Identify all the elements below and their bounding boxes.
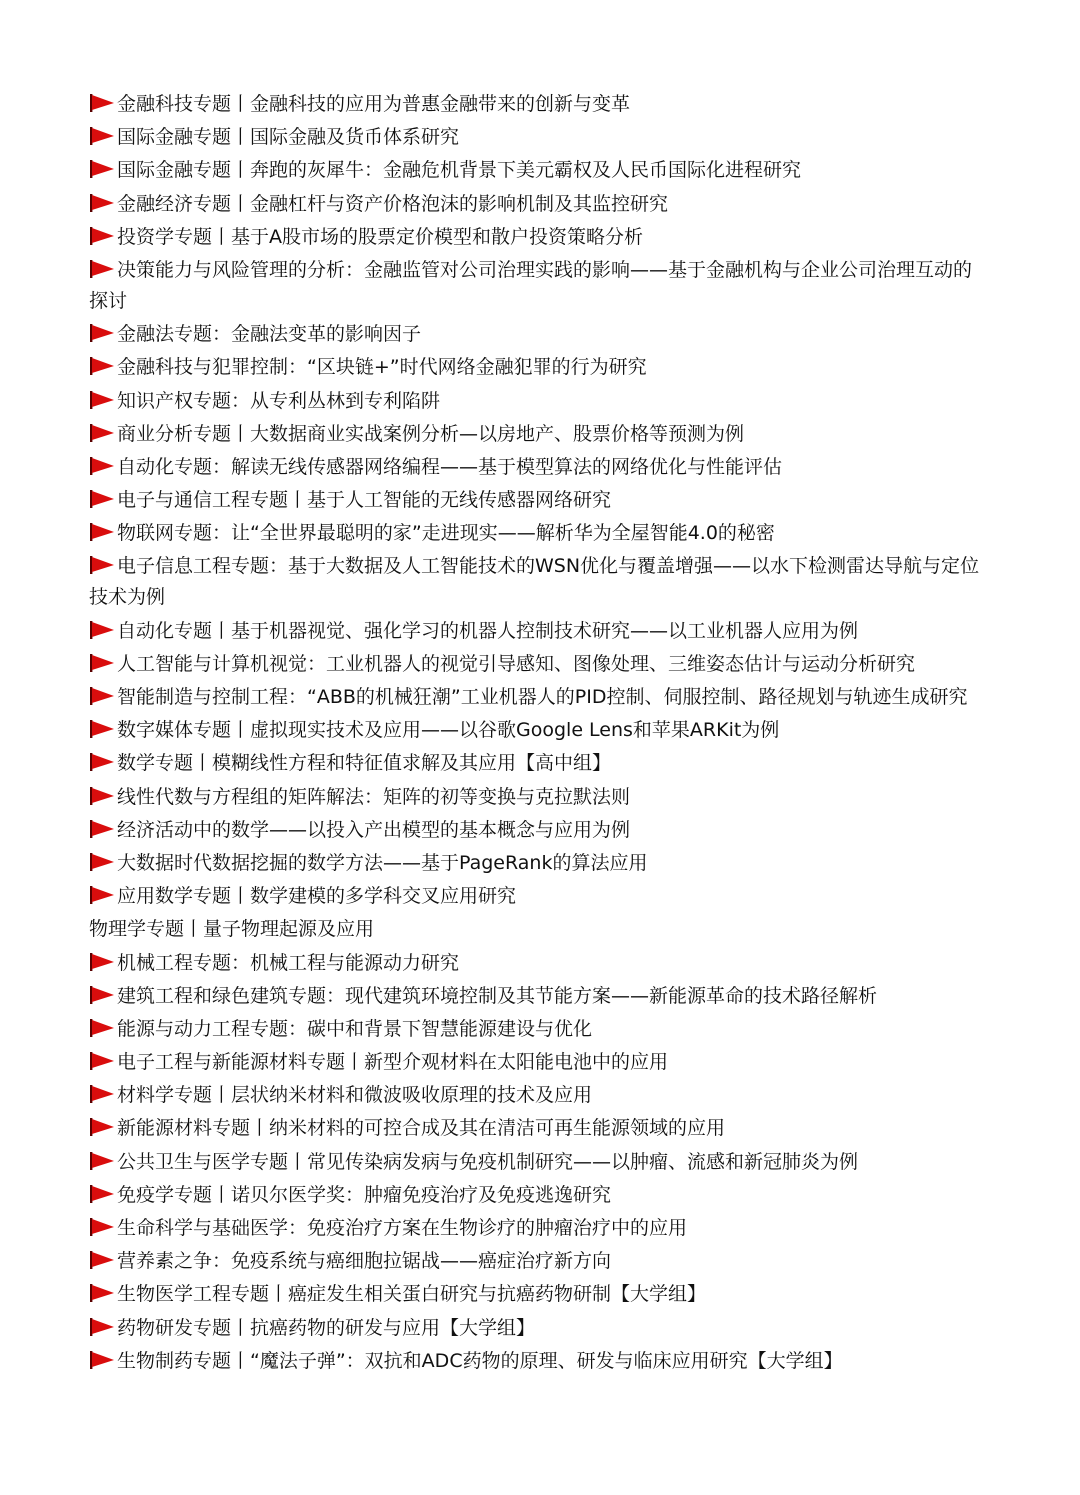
topic-text: 应用数学专题丨数学建模的多学科交叉应用研究 [117,885,517,908]
red-flag-icon [89,752,115,772]
red-flag-icon [89,159,115,179]
topic-item [89,981,989,1012]
topic-text: 大数据时代数据挖掘的数学方法——基于PageRank的算法应用 [117,851,648,874]
topic-text: 自动化专题：解读无线传感器网络编程——基于模型算法的网络优化与性能评估 [117,455,783,478]
topic-text: 新能源材料专题丨纳米材料的可控合成及其在清洁可再生能源领域的应用 [117,1117,726,1140]
topic-text: 生命科学与基础医学：免疫治疗方案在生物诊疗的肿瘤治疗中的应用 [117,1217,688,1239]
topic-item [89,518,989,549]
topic-text: 知识产权专题：从专利丛林到专利陷阱 [117,389,441,412]
topic-item [89,222,989,253]
topic-text: 药物研发专题丨抗癌药物的研发与应用【大学组】 [117,1316,536,1339]
red-flag-icon [89,1217,115,1237]
topic-text: 电子与通信工程专题丨基于人工智能的无线传感器网络研究 [117,489,612,512]
red-flag-icon [89,620,115,640]
topic-item [89,948,989,979]
topic-item [89,715,989,746]
topic-item [89,1213,989,1244]
topic-text: 投资学专题丨基于A股市场的股票定价模型和散户投资策略分析 [117,225,643,248]
topic-text: 国际金融专题丨奔跑的灰犀牛：金融危机背景下美元霸权及人民币国际化进程研究 [117,159,802,182]
red-flag-icon [89,686,115,706]
topic-item [89,782,989,813]
red-flag-icon [89,1117,115,1137]
topic-text: 人工智能与计算机视觉：工业机器人的视觉引导感知、图像处理、三维姿态估计与运动分析研究 [117,652,916,675]
red-flag-icon [89,489,115,509]
topic-item [89,1246,989,1277]
topic-item [89,1047,989,1078]
topic-item [89,1080,989,1111]
red-flag-icon [89,356,115,376]
red-flag-icon [89,1283,115,1303]
red-flag-icon [89,653,115,673]
topic-text: 建筑工程和绿色建筑专题：现代建筑环境控制及其节能方案——新能源革命的技术路径解析 [117,984,878,1007]
topic-text: 金融法专题：金融法变革的影响因子 [117,323,422,346]
topic-item [89,255,989,317]
red-flag-icon [89,885,115,905]
topic-item [89,352,989,383]
topic-text: 金融经济专题丨金融杠杆与资产价格泡沫的影响机制及其监控研究 [117,192,669,215]
topic-item [89,649,989,680]
topic-item [89,189,989,220]
red-flag-icon [89,193,115,213]
topic-item [89,319,989,350]
red-flag-icon [89,1317,115,1337]
topic-item [89,1180,989,1211]
topic-item [89,848,989,879]
red-flag-icon [89,226,115,246]
topic-item [89,1313,989,1344]
topic-text: 材料学专题丨层状纳米材料和微波吸收原理的技术及应用 [117,1084,593,1107]
topic-text: 公共卫生与医学专题丨常见传染病发病与免疫机制研究——以肿瘤、流感和新冠肺炎为例 [117,1150,859,1173]
topic-item [89,1346,989,1377]
topic-item [89,89,989,120]
topic-text: 线性代数与方程组的矩阵解法：矩阵的初等变换与克拉默法则 [117,785,631,808]
topic-list [89,89,989,1379]
topic-text: 生物医学工程专题丨癌症发生相关蛋白研究与抗癌药物研制【大学组】 [117,1283,707,1306]
topic-text: 机械工程专题：机械工程与能源动力研究 [117,951,460,974]
red-flag-icon [89,952,115,972]
red-flag-icon [89,93,115,113]
topic-text: 商业分析专题丨大数据商业实战案例分析—以房地产、股票价格等预测为例 [117,422,745,445]
red-flag-icon [89,1151,115,1171]
red-flag-icon [89,259,115,279]
topic-text: 电子工程与新能源材料专题丨新型介观材料在太阳能电池中的应用 [117,1051,669,1074]
topic-text: 决策能力与风险管理的分析：金融监管对公司治理实践的影响——基于金融机构与企业公司治理互动的探讨 [89,258,973,312]
red-flag-icon [89,1018,115,1038]
red-flag-icon [89,719,115,739]
topic-item [89,1279,989,1310]
topic-item [89,748,989,779]
topic-item [89,155,989,186]
topic-text: 数字媒体专题丨虚拟现实技术及应用——以谷歌Google Lens和苹果ARKit为例 [117,719,780,742]
topic-item [89,386,989,417]
red-flag-icon [89,555,115,575]
red-flag-icon [89,456,115,476]
topic-item [89,1014,989,1045]
topic-text: 经济活动中的数学——以投入产出模型的基本概念与应用为例 [117,818,631,841]
red-flag-icon [89,1084,115,1104]
topic-item [89,1113,989,1144]
topic-text: 生物制药专题丨“魔法子弹”：双抗和ADC药物的原理、研发与临床应用研究【大学组】 [117,1349,843,1372]
topic-item [89,914,989,945]
topic-item [89,815,989,846]
topic-text: 自动化专题丨基于机器视觉、强化学习的机器人控制技术研究——以工业机器人应用为例 [117,619,859,642]
red-flag-icon [89,390,115,410]
topic-text: 物理学专题丨量子物理起源及应用 [89,918,375,941]
topic-item [89,419,989,450]
red-flag-icon [89,323,115,343]
topic-item [89,485,989,516]
topic-text: 智能制造与控制工程：“ABB的机械狂潮”工业机器人的PID控制、伺服控制、路径规划与轨迹生成研究 [117,686,968,708]
topic-item [89,616,989,647]
red-flag-icon [89,1051,115,1071]
red-flag-icon [89,423,115,443]
red-flag-icon [89,852,115,872]
red-flag-icon [89,522,115,542]
topic-item [89,682,989,713]
topic-item [89,551,989,613]
red-flag-icon [89,1350,115,1370]
red-flag-icon [89,1250,115,1270]
topic-text: 金融科技专题丨金融科技的应用为普惠金融带来的创新与变革 [117,93,631,115]
topic-item [89,881,989,912]
topic-text: 营养素之争：免疫系统与癌细胞拉锯战——癌症治疗新方向 [117,1250,612,1273]
topic-text: 金融科技与犯罪控制：“区块链+”时代网络金融犯罪的行为研究 [117,356,647,379]
red-flag-icon [89,786,115,806]
topic-text: 免疫学专题丨诺贝尔医学奖：肿瘤免疫治疗及免疫逃逸研究 [117,1183,612,1206]
red-flag-icon [89,985,115,1005]
red-flag-icon [89,819,115,839]
topic-item [89,1147,989,1178]
topic-item [89,452,989,483]
topic-text: 国际金融专题丨国际金融及货币体系研究 [117,126,460,149]
topic-text: 电子信息工程专题：基于大数据及人工智能技术的WSN优化与覆盖增强——以水下检测雷达导航与定位技术为例 [89,555,980,609]
topic-text: 能源与动力工程专题：碳中和背景下智慧能源建设与优化 [117,1017,593,1040]
topic-text: 数学专题丨模糊线性方程和特征值求解及其应用【高中组】 [117,752,612,775]
topic-item [89,122,989,153]
red-flag-icon [89,126,115,146]
topic-text: 物联网专题：让“全世界最聪明的家”走进现实——解析华为全屋智能4.0的秘密 [117,522,775,545]
red-flag-icon [89,1184,115,1204]
